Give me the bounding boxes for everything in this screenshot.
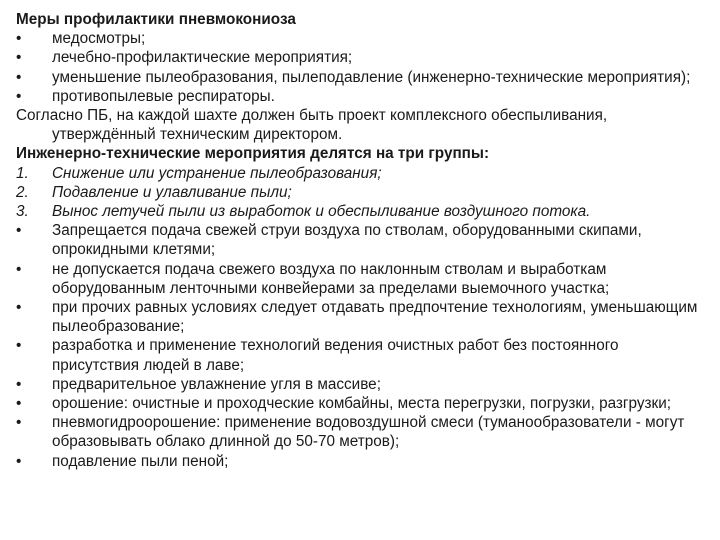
bullet-marker: • bbox=[16, 87, 22, 105]
bullet-text: не допускается подача свежего воздуха по наклонным стволам и выработкам оборудованным ленточными конвейерами за пределами выемочного участка; bbox=[52, 260, 610, 297]
bullet-text: пневмогидроорошение: применение водовоздушной смеси (туманообразователи - могут образовывать облако длинной до 50-70 метров); bbox=[52, 414, 685, 451]
bullet-text: предварительное увлажнение угля в массиве; bbox=[52, 375, 381, 393]
paragraph-pb: Согласно ПБ, на каждой шахте должен быть проект комплексного обеспыливания, утверждённый техническим директором. bbox=[16, 107, 608, 144]
bullet-marker: • bbox=[16, 222, 22, 240]
numbered-text: Вынос летучей пыли из выработок и обеспыливание воздушного потока. bbox=[52, 203, 591, 221]
list-item bbox=[16, 183, 702, 202]
bullet-marker: • bbox=[16, 414, 22, 432]
bullet-marker: • bbox=[16, 299, 22, 317]
list-item bbox=[16, 48, 702, 67]
bullet-text: орошение: очистные и проходческие комбайны, места перегрузки, погрузки, разгрузки; bbox=[52, 395, 671, 413]
number-marker: 3. bbox=[16, 203, 29, 221]
list-item bbox=[16, 375, 702, 394]
bullet-marker: • bbox=[16, 260, 22, 278]
bullet-text: противопылевые респираторы. bbox=[52, 87, 275, 105]
bullet-text: Запрещается подача свежей струи воздуха по стволам, оборудованными скипами, опрокидными клетями; bbox=[52, 222, 642, 259]
bullet-list-measures bbox=[16, 29, 702, 106]
list-item bbox=[16, 202, 702, 221]
list-item bbox=[16, 394, 702, 413]
list-item bbox=[16, 413, 702, 451]
list-item bbox=[16, 298, 702, 336]
list-item bbox=[16, 221, 702, 259]
bullet-text: медосмотры; bbox=[52, 30, 146, 48]
bullet-list-engineering bbox=[16, 221, 702, 471]
bullet-marker: • bbox=[16, 337, 22, 355]
numbered-text: Снижение или устранение пылеобразования; bbox=[52, 164, 382, 182]
slide-title: Меры профилактики пневмокониоза bbox=[16, 11, 296, 28]
bullet-text: разработка и применение технологий ведения очистных работ без постоянного присутствия людей в лаве; bbox=[52, 337, 619, 374]
bullet-text: уменьшение пылеобразования, пылеподавление (инженерно-технические мероприятия); bbox=[52, 68, 691, 86]
list-item bbox=[16, 336, 702, 374]
list-item bbox=[16, 68, 702, 87]
bullet-marker: • bbox=[16, 452, 22, 470]
bullet-text: лечебно-профилактические мероприятия; bbox=[52, 49, 353, 67]
bullet-marker: • bbox=[16, 49, 22, 67]
bullet-marker: • bbox=[16, 375, 22, 393]
numbered-list-groups bbox=[16, 164, 702, 222]
bullet-marker: • bbox=[16, 68, 22, 86]
list-item bbox=[16, 452, 702, 471]
bullet-marker: • bbox=[16, 395, 22, 413]
numbered-text: Подавление и улавливание пыли; bbox=[52, 183, 292, 201]
number-marker: 2. bbox=[16, 183, 29, 201]
section-heading: Инженерно-технические мероприятия делятся на три группы: bbox=[16, 145, 490, 163]
list-item bbox=[16, 260, 702, 298]
list-item bbox=[16, 87, 702, 106]
bullet-text: подавление пыли пеной; bbox=[52, 452, 229, 470]
number-marker: 1. bbox=[16, 164, 29, 182]
bullet-marker: • bbox=[16, 30, 22, 48]
bullet-text: при прочих равных условиях следует отдавать предпочтение технологиям, уменьшающим пылеобразование; bbox=[52, 299, 698, 336]
list-item bbox=[16, 29, 702, 48]
list-item bbox=[16, 164, 702, 183]
